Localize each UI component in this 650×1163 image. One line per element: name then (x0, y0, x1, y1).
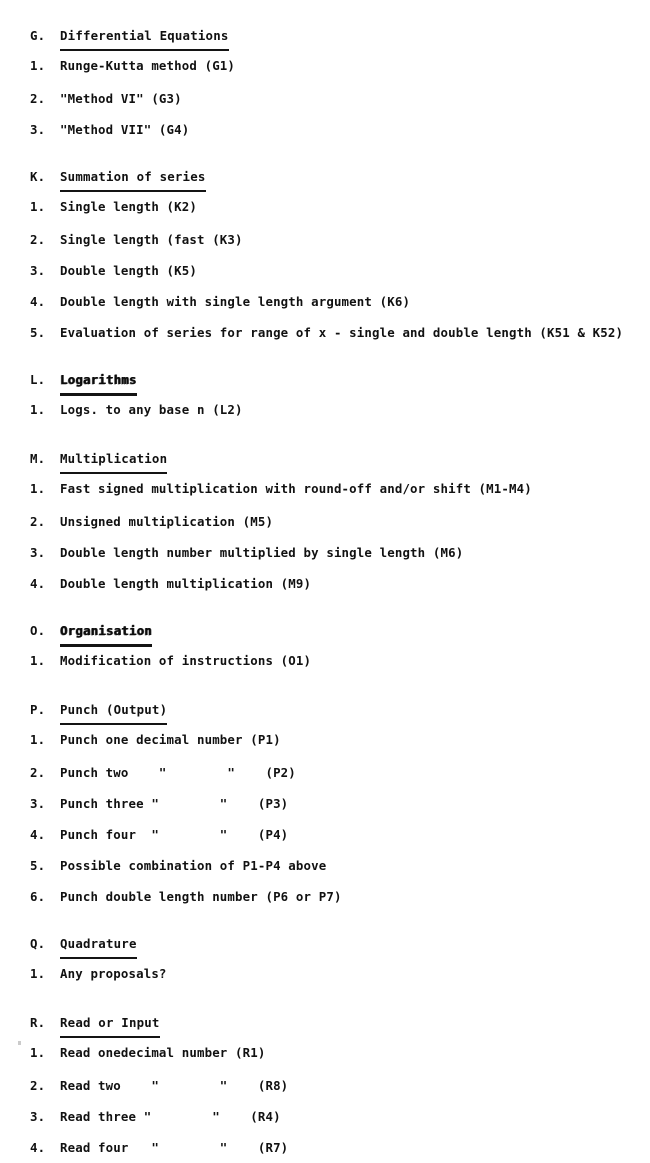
list-item-text: Punch one decimal number (P1) (60, 732, 281, 747)
list-item-text: Logs. to any base n (L2) (60, 402, 243, 417)
list-item-number: 5. (30, 325, 46, 340)
list-item-number: 1. (30, 199, 46, 214)
list-item-text: Unsigned multiplication (M5) (60, 514, 274, 529)
list-item (0, 114, 650, 145)
list-item (0, 317, 650, 348)
list-item-number: 3. (30, 796, 46, 811)
list-item-number: 3. (30, 1109, 46, 1124)
list-item-number: 3. (30, 122, 46, 137)
list-item-number: 1. (30, 653, 46, 668)
section-heading (0, 696, 650, 723)
list-item-number: 4. (30, 294, 46, 309)
section-title: Quadrature (60, 930, 137, 959)
list-item-number: 5. (30, 858, 46, 873)
list-item-text: Single length (K2) (60, 199, 197, 214)
list-item-text: Any proposals? (60, 966, 167, 981)
list-item-text: Double length multiplication (M9) (60, 576, 312, 591)
list-item-text: Evaluation of series for range of x - single and double length (K51 & K52) (60, 325, 624, 340)
section-letter: R. (30, 1015, 46, 1030)
section-letter: O. (30, 623, 46, 638)
list-item-text: Double length (K5) (60, 263, 197, 278)
list-item-number: 1. (30, 402, 46, 417)
section-title: Multiplication (60, 445, 167, 474)
list-item (0, 957, 650, 991)
list-item-text: Double length with single length argument (K6) (60, 294, 411, 309)
list-item (0, 286, 650, 317)
list-item (0, 1070, 650, 1101)
section-heading (0, 1009, 650, 1036)
list-item-text: Punch two " " (P2) (60, 765, 296, 780)
list-item (0, 1036, 650, 1070)
list-item-number: 2. (30, 765, 46, 780)
list-item-text: Punch three " " (P3) (60, 796, 289, 811)
section-heading (0, 366, 650, 393)
list-item (0, 568, 650, 599)
list-item (0, 850, 650, 881)
list-item-number: 4. (30, 827, 46, 842)
list-item-number: 1. (30, 1045, 46, 1060)
list-item-number: 1. (30, 732, 46, 747)
section (0, 1009, 650, 1163)
list-item (0, 393, 650, 427)
list-item (0, 1132, 650, 1163)
section-title: Differential Equations (60, 22, 229, 51)
section (0, 163, 650, 348)
list-item-number: 1. (30, 481, 46, 496)
section (0, 930, 650, 991)
list-item-text: Punch four " " (P4) (60, 827, 289, 842)
section-title: Organisation (60, 617, 152, 647)
list-item (0, 224, 650, 255)
section (0, 696, 650, 912)
list-item-number: 2. (30, 232, 46, 247)
section (0, 445, 650, 599)
list-item (0, 472, 650, 506)
list-item-text: Read onedecimal number (R1) (60, 1045, 266, 1060)
list-item (0, 819, 650, 850)
list-item (0, 255, 650, 286)
list-item-text: Read four " " (R7) (60, 1140, 289, 1155)
list-item-text: Possible combination of P1-P4 above (60, 858, 327, 873)
list-item (0, 506, 650, 537)
list-item-text: Read three " " (R4) (60, 1109, 281, 1124)
list-item (0, 190, 650, 224)
list-item-text: "Method VII" (G4) (60, 122, 190, 137)
section-title: Punch (Output) (60, 696, 167, 725)
list-item-text: Fast signed multiplication with round-off and/or shift (M1-M4) (60, 481, 532, 496)
section-heading (0, 445, 650, 472)
section (0, 366, 650, 427)
list-item (0, 757, 650, 788)
list-item-number: 3. (30, 263, 46, 278)
list-item-text: Runge-Kutta method (G1) (60, 58, 236, 73)
section-letter: M. (30, 451, 46, 466)
list-item-text: Double length number multiplied by single length (M6) (60, 545, 464, 560)
section-letter: L. (30, 372, 46, 387)
section-heading (0, 617, 650, 644)
section-letter: K. (30, 169, 46, 184)
list-item-text: Modification of instructions (O1) (60, 653, 312, 668)
list-item-number: 2. (30, 514, 46, 529)
list-item-number: 4. (30, 1140, 46, 1155)
list-item (0, 49, 650, 83)
list-item-number: 2. (30, 1078, 46, 1093)
list-item-number: 1. (30, 966, 46, 981)
section-letter: G. (30, 28, 46, 43)
section-heading (0, 22, 650, 49)
list-item (0, 723, 650, 757)
top-margin-spacer (0, 0, 650, 22)
list-item (0, 83, 650, 114)
list-item-number: 3. (30, 545, 46, 560)
list-item-text: Punch double length number (P6 or P7) (60, 889, 342, 904)
list-item-number: 6. (30, 889, 46, 904)
section-letter: Q. (30, 936, 46, 951)
list-item (0, 1101, 650, 1132)
list-item (0, 644, 650, 678)
section (0, 617, 650, 678)
list-item-number: 1. (30, 58, 46, 73)
list-item-text: "Method VI" (G3) (60, 91, 182, 106)
section-title: Summation of series (60, 163, 206, 192)
section (0, 22, 650, 145)
section-heading (0, 163, 650, 190)
list-item (0, 881, 650, 912)
list-item (0, 788, 650, 819)
section-title: Logarithms (60, 366, 137, 396)
list-item (0, 537, 650, 568)
list-item-number: 2. (30, 91, 46, 106)
list-item-text: Single length (fast (K3) (60, 232, 243, 247)
section-title: Read or Input (60, 1009, 160, 1038)
section-heading (0, 930, 650, 957)
list-item-number: 4. (30, 576, 46, 591)
section-letter: P. (30, 702, 46, 717)
list-item-text: Read two " " (R8) (60, 1078, 289, 1093)
